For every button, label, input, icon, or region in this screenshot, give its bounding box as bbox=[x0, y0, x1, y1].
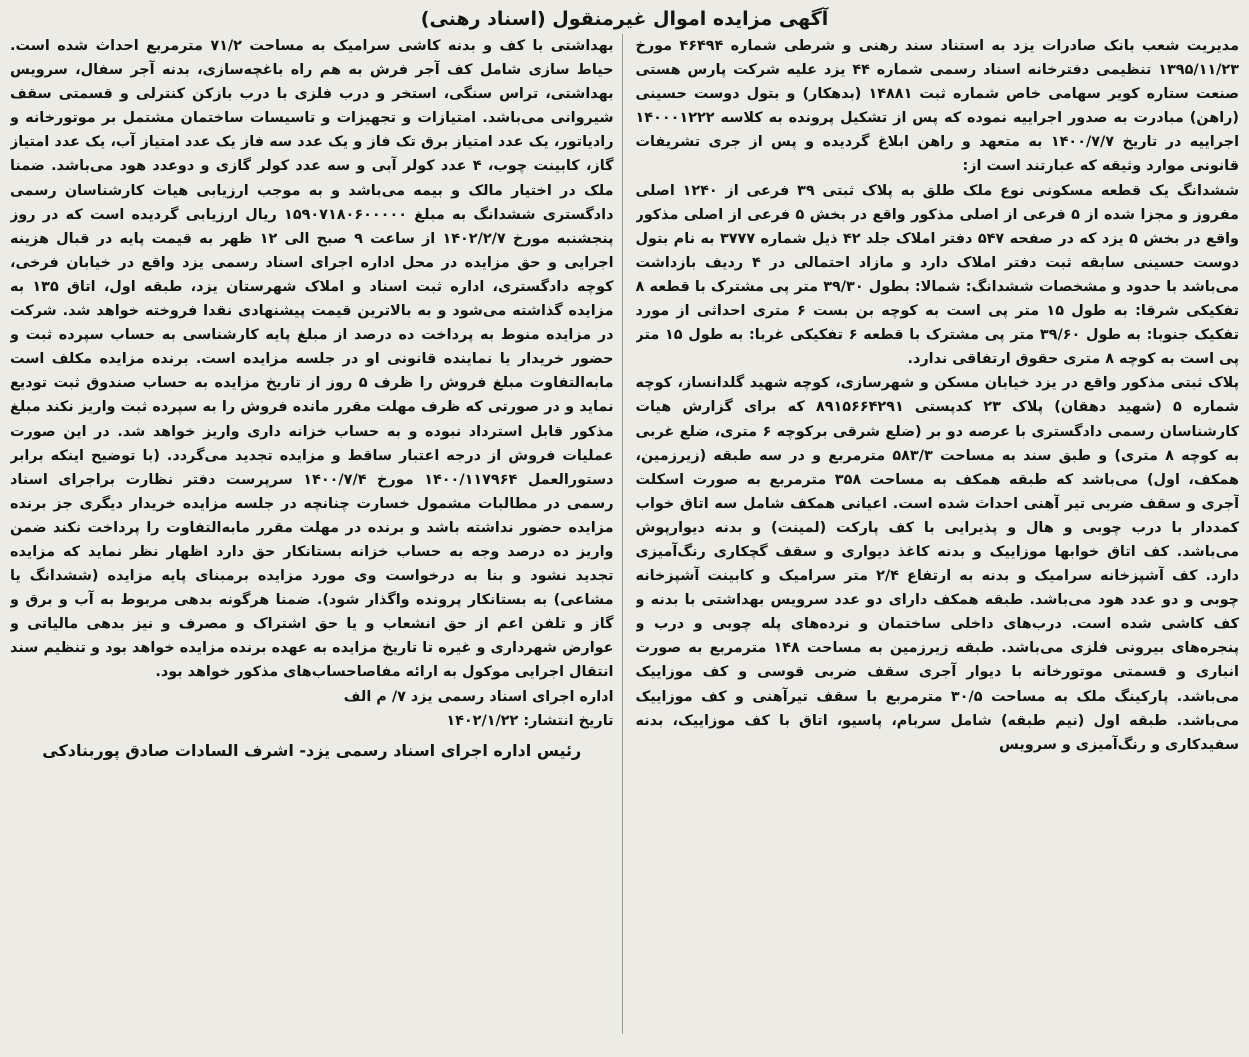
columns bbox=[10, 34, 1239, 1044]
paragraph-property: ششدانگ یک قطعه مسکونی نوع ملک طلق به پلاک ثبتی ۳۹ فرعی از ۱۲۴۰ اصلی مفروز و مجزا شده از ۵ فرعی از اصلی مذکور واقع در بخش ۵ فرعی از اصلی مذکور واقع در بخش ۵ یزد که در صفحه ۵۴۷ دفتر املاک جلد ۴۲ ذیل شماره ۳۷۷۷ به نام بتول دوست حسینی سابقه ثبت دفتر املاک دارد و مازاد احتمالی در ۴ ردیف بازداشت می‌باشد با حدود و مشخصات ششدانگ: شمالا: بطول ۳۹/۳۰ متر پی مشترک با قطعه ۸ تفکیکی شرقا: به طول ۱۵ متر پی است به کوچه بن بست ۶ متری احداثی از مورد تفکیک جنوبا: به طول ۳۹/۶۰ متر پی مشترک با قطعه ۶ تفکیکی غربا: به طول ۱۵ متر پی است به کوچه ۸ متری حقوق ارتفاقی ندارد. bbox=[635, 182, 1239, 368]
right-column bbox=[636, 34, 1240, 1044]
publication-date: تاریخ انتشار: ۱۴۰۲/۱/۲۲ bbox=[446, 712, 614, 729]
left-column bbox=[10, 34, 614, 1044]
notice-title: آگهی مزایده اموال غیرمنقول (اسناد رهنی) bbox=[420, 8, 829, 30]
paragraph-building: پلاک ثبتی مذکور واقع در یزد خیابان مسکن و شهرسازی، کوچه شهید گلدانساز، کوچه شماره ۵ (شهید دهقان) پلاک ۲۳ کدپستی ۸۹۱۵۶۶۴۲۹۱ که برای گزارش هیات کارشناسان رسمی دادگستری با عرصه دو بر (ضلع شرقی برکوچه ۶ متری، ضلع غربی به کوچه ۸ متری) و طبق سند به مساحت ۵۸۳/۳ مترمربع و در سه طبقه (زیرزمین، همکف، اول) می‌باشد که طبقه همکف به مساحت ۳۵۸ مترمربع به صورت اسکلت آجری و سقف ضربی تیر آهنی احداث شده است. اعیانی همکف شامل سه اتاق خواب کمددار با درب چوبی و هال و پذیرایی با کف پارکت (لمینت) و بدنه دیوارپوش می‌باشد. کف اتاق خوابها موزاییک و بدنه کاغذ دیواری و سقف گچکاری رنگ‌آمیزی دارد. کف آشپزخانه سرامیک و بدنه به ارتفاع ۲/۴ متر سرامیک و کابینت آشپزخانه چوبی و دو عدد هود می‌باشد. طبقه همکف دارای دو عدد سرویس بهداشتی با بدنه و کف کاشی شده است. درب‌های داخلی ساختمان و نرده‌های پله چوبی و درب و پنجره‌های بیرونی فلزی می‌باشد. طبقه زیرزمین به مساحت ۱۴۸ مترمربع به صورت انباری و قسمتی موتورخانه با دیوار آجری سقف ضربی قوسی و کف موزاییک می‌باشد. پارکینگ ملک به مساحت ۳۰/۵ مترمربع با سقف تیرآهنی و کف موزاییک می‌باشد. طبقه اول (نیم طبقه) شامل سربام، پاسیو، اتاق با کف موزاییک، بدنه سفیدکاری و رنگ‌آمیزی و سرویس bbox=[635, 375, 1239, 753]
column-divider bbox=[622, 34, 623, 1034]
office-reference: اداره اجرای اسناد رسمی یزد ۷/ م الف bbox=[343, 688, 614, 705]
paragraph-auction-terms: بهداشتی با کف و بدنه کاشی سرامیک به مساحت ۷۱/۲ مترمربع احداث شده است. حیاط سازی شامل کف آجر فرش به هم راه باغچه‌سازی، بدنه آجر سفال، سرویس بهداشتی، تراس سنگی، استخر و درب فلزی با درب بازکن کنترلی و قسمتی سقف شیروانی می‌باشد. امتیازات و تجهیزات و تاسیسات ساختمان مشتمل بر موتورخانه و رادیاتور، یک عدد امتیاز برق تک فاز و یک عدد سه فاز یک عدد امتیاز آب، یک عدد امتیاز گاز، کابینت چوب، ۴ عدد کولر آبی و سه عدد کولر گازی و دوعدد هود می‌باشد. ضمنا ملک در اختیار مالک و بیمه می‌باشد و به موجب ارزیابی هیات کارشناسان رسمی دادگستری ششدانگ به مبلغ ۱۵۹۰۷۱۸۰۶۰۰۰۰۰ ریال ارزیابی گردیده است که در روز پنجشنبه مورخ ۱۴۰۲/۲/۷ از ساعت ۹ صبح الی ۱۲ ظهر به قیمت پایه در قبال هزینه اجرایی و حق مزایده در محل اداره اجرای اسناد رسمی یزد واقع در خیابان فرخی، کوچه دادگستری، اداره ثبت اسناد و املاک شهرستان یزد، طبقه اول، اتاق ۱۳۵ به مزایده گذاشته می‌شود و به بالاترین قیمت پیشنهادی نقدا فروخته خواهد شد. شرکت در مزایده منوط به پرداخت ده درصد از مبلغ پایه کارشناسی به حساب سپرده ثبت و حضور خریدار یا نماینده قانونی او در جلسه مزایده است. برنده مزایده مکلف است مابه‌التفاوت مبلغ فروش را ظرف ۵ روز از تاریخ مزایده به حساب صندوق ثبت تودیع نماید و در صورتی که ظرف مهلت مقرر مانده فروش را به سپرده ثبت واریز نکند مبلغ مذکور قابل استرداد نبوده و به حساب خزانه داری واریز خواهد شد. در این صورت عملیات فروش از درجه اعتبار ساقط و مزایده تجدید می‌گردد. (با توضیح اینکه برابر دستورالعمل ۱۴۰۰/۱۱۷۹۶۴ مورخ ۱۴۰۰/۷/۴ سرپرست دفتر نظارت براجرای اسناد رسمی در مطالبات مشمول خسارت چنانچه در جلسه مزایده خریدار دیگری جز برنده مزایده حضور نداشته باشد و برنده در مهلت مقرر مابه‌التفاوت را پرداخت نکند ضمن واریز ده درصد وجه به حساب خزانه بستانکار حق دارد اظهار نظر نماید که مزایده تجدید نشود و بنا به درخواست وی مورد مزایده برمبنای پایه مزایده (ششدانگ یا مشاعی) به بستانکار پرونده واگذار شود). ضمنا هرگونه بدهی مربوط به آب و برق و گاز و تلفن اعم از حق انشعاب و یا حق اشتراک و مصرف و نیز بدهی مالیاتی و عوارض شهرداری و غیره تا تاریخ مزایده به عهده برنده مزایده خواهد بود و تنظیم سند انتقال اجرایی موکول به ارائه مفاصاحساب‌های مذکور خواهد بود. bbox=[10, 38, 614, 681]
signature-line: رئیس اداره اجرای اسناد رسمی یزد- اشرف السادات صادق پوربنادکی bbox=[42, 740, 582, 760]
paragraph-intro: مدیریت شعب بانک صادرات یزد به استناد سند رهنی و شرطی شماره ۴۶۴۹۴ مورخ ۱۳۹۵/۱۱/۲۳ تنظیمی دفترخانه اسناد رسمی شماره ۴۴ یزد علیه شرکت پارس هستی صنعت ستاره کویر سهامی خاص شماره ثبت ۱۴۸۸۱ (بدهکار) و بتول دوست حسینی (راهن) مبادرت به صدور اجراییه نموده که پس از تشکیل پرونده به کلاسه ۱۴۰۰۰۱۲۲۲ اجراییه در تاریخ ۱۴۰۰/۷/۷ به متعهد و راهن ابلاغ گردیده و پس از جری تشریفات قانونی موارد وثیقه که عبارتند است از: bbox=[635, 38, 1239, 175]
